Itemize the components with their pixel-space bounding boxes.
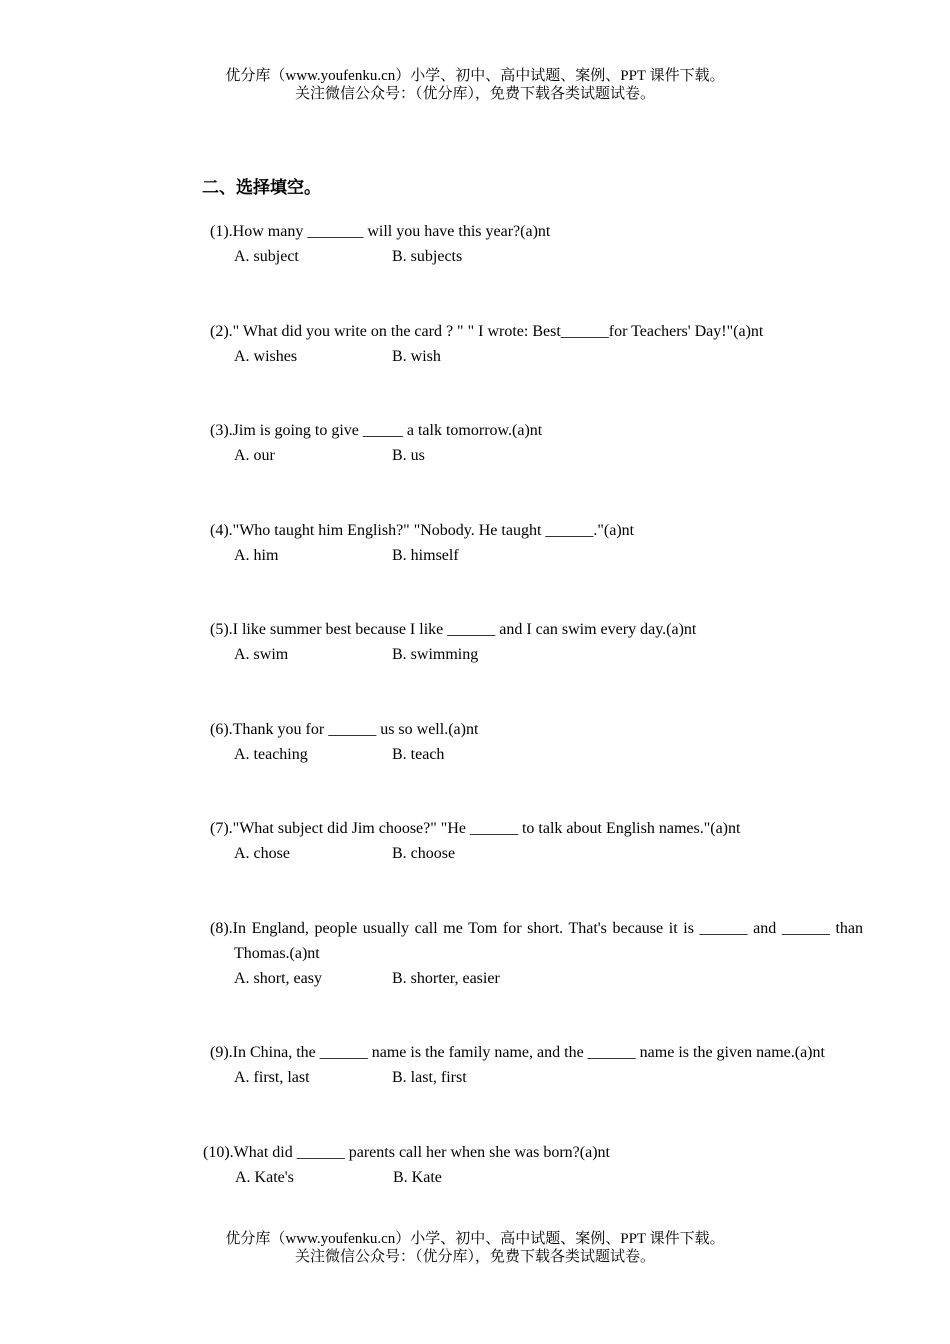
option-b: B. subjects bbox=[392, 248, 463, 265]
question-4 bbox=[210, 518, 863, 568]
question-options bbox=[210, 244, 863, 269]
question-3 bbox=[210, 418, 863, 468]
question-options bbox=[203, 1165, 856, 1190]
footer-line-2: 关注微信公众号：（优分库），免费下载各类试题试卷。 bbox=[294, 1249, 655, 1265]
question-stem: (6).Thank you for ______ us so well.(a)nt bbox=[210, 721, 479, 738]
question-8 bbox=[210, 916, 863, 991]
question-options bbox=[210, 344, 863, 369]
section-title: 二、选择填空。 bbox=[202, 178, 321, 198]
option-b: B. himself bbox=[392, 547, 459, 564]
question-options bbox=[210, 742, 863, 767]
question-options bbox=[210, 966, 863, 991]
option-a: A. him bbox=[234, 547, 279, 564]
option-a: A. first, last bbox=[234, 1069, 310, 1086]
question-7 bbox=[210, 816, 863, 866]
question-options bbox=[210, 443, 863, 468]
header-line-2: 关注微信公众号：（优分库），免费下载各类试题试卷。 bbox=[294, 86, 655, 102]
option-b: B. swimming bbox=[392, 646, 479, 663]
option-b: B. Kate bbox=[393, 1169, 442, 1186]
page-header bbox=[0, 67, 950, 103]
option-b: B. teach bbox=[392, 746, 445, 763]
question-stem: (4)."Who taught him English?" "Nobody. He taught ______."(a)nt bbox=[210, 522, 635, 539]
question-stem: (9).In China, the ______ name is the family name, and the ______ name is the given name.(a)nt bbox=[210, 1044, 825, 1061]
question-5 bbox=[210, 617, 863, 667]
footer-line-1: 优分库（www.youfenku.cn）小学、初中、高中试题、案例、PPT 课件下载。 bbox=[225, 1231, 725, 1247]
question-stem: (3).Jim is going to give _____ a talk tomorrow.(a)nt bbox=[210, 422, 543, 439]
question-1 bbox=[210, 219, 863, 269]
question-9 bbox=[210, 1040, 863, 1090]
question-stem: (10).What did ______ parents call her when she was born?(a)nt bbox=[203, 1144, 610, 1161]
question-stem: (1).How many _______ will you have this year?(a)nt bbox=[210, 223, 551, 240]
question-10 bbox=[203, 1140, 856, 1190]
question-stem: (5).I like summer best because I like ______ and I can swim every day.(a)nt bbox=[210, 621, 697, 638]
option-a: A. chose bbox=[234, 845, 290, 862]
option-b: B. last, first bbox=[392, 1069, 467, 1086]
option-a: A. Kate's bbox=[235, 1169, 294, 1186]
option-b: B. shorter, easier bbox=[392, 970, 500, 987]
question-options bbox=[210, 1065, 863, 1090]
header-line-1: 优分库（www.youfenku.cn）小学、初中、高中试题、案例、PPT 课件下载。 bbox=[225, 68, 725, 84]
option-b: B. choose bbox=[392, 845, 456, 862]
option-b: B. wish bbox=[392, 348, 441, 365]
question-stem: (7)."What subject did Jim choose?" "He ______ to talk about English names."(a)nt bbox=[210, 820, 741, 837]
question-6 bbox=[210, 717, 863, 767]
option-a: A. short, easy bbox=[234, 970, 322, 987]
question-stem: (8).In England, people usually call me Tom for short. That's because it is ______ and ______ than Thomas.(a)nt bbox=[210, 920, 863, 962]
option-a: A. teaching bbox=[234, 746, 308, 763]
page-footer bbox=[0, 1230, 950, 1266]
question-2 bbox=[210, 319, 863, 369]
question-options bbox=[210, 642, 863, 667]
option-a: A. swim bbox=[234, 646, 289, 663]
question-options bbox=[210, 543, 863, 568]
option-a: A. subject bbox=[234, 248, 299, 265]
question-options bbox=[210, 841, 863, 866]
option-a: A. wishes bbox=[234, 348, 298, 365]
question-stem: (2)." What did you write on the card ? " " I wrote: Best______for Teachers' Day!"(a)nt bbox=[210, 323, 764, 340]
option-a: A. our bbox=[234, 447, 275, 464]
option-b: B. us bbox=[392, 447, 425, 464]
